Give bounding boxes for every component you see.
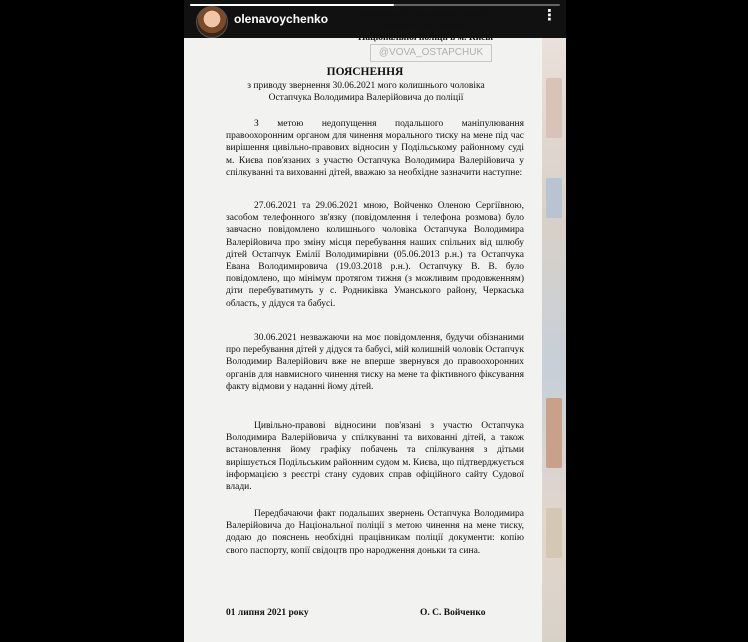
story-username[interactable]: olenavoychenko <box>234 12 329 26</box>
more-options-icon[interactable]: ⋮ <box>542 6 557 24</box>
document-subtitle <box>206 80 526 104</box>
header-line: Подільське управління поліції <box>358 9 490 19</box>
document-date: 01 липня 2021 року <box>226 608 309 618</box>
paragraph: Передбачаючи факт подальших звернень Остапчука Володимира Валерійовича до Національної поліції з метою чинення на мене тиску, додаю до пояснень необхідні працівникам поліції документи: копію свого паспорту, копії свідоцтв про народження доньки та сина. <box>226 509 524 556</box>
document-signature: О. С. Войченко <box>420 608 486 618</box>
document-header <box>358 8 508 44</box>
document-title: ПОЯСНЕННЯ <box>326 66 404 78</box>
paragraph: Цивільно-правові відносини пов'язані з участю Остапчука Володимира Валерійовича у спілкуванні та вихованні дітей, а також встановлення йому графіку побачень та спілкування з дітьми вирішується Подільським районним судом м. Києва, що підтверджується інформацією з реєстрі стану судових справ офіційного сайту Судової влади. <box>226 421 524 493</box>
avatar[interactable] <box>196 6 228 38</box>
watermark: @VOVA_OSTAPCHUK <box>370 44 492 62</box>
story-progress-bar <box>190 4 560 6</box>
story-progress-fill <box>190 4 394 6</box>
background-photo-strip <box>542 38 566 642</box>
paragraph: 30.06.2021 незважаючи на моє повідомлення, будучи обізнаними про перебування дітей у дідуся та бабусі, мій колишній чоловік Остапчук Володимир Валерійович вже не вперше звернувся до правоохоронних органів для навмисного чинення тиску на мене та фіктивного фіксування факту відмови у наданні йому дітей. <box>226 333 524 392</box>
paragraph: 27.06.2021 та 29.06.2021 мною, Войченко Оленою Сергіївною, засобом телефонного зв'язку (повідомлення і телефона розмова) було завчасно повідомлено колишнього чоловіка Остапчука Володимира Валерійовича про зміну місця перебування наших спільних від шлюбу дітей Остапчук Емілії Володимирівни (05.06.2013 р.н.) та Остапчука Евана Володимировича (19.03.2018 р.н.). Остапчуку В. В. було повідомлено, що мінімум протягом тижня (з можливим продовженням) діти перебуватимуть у с. Родниківка Уманського району, Черкаська область, у дідуся та бабусі. <box>226 201 524 309</box>
subtitle-line: з приводу звернення 30.06.2021 мого колишнього чоловіка <box>247 81 485 91</box>
paragraph: З метою недопущення подальшого маніпулювання правоохоронним органом для чинення морального тиску на мене під час вирішення цивільно-правових відносин у Подільському районному суді м. Києва пов'язаних з участю Остапчука Володимира Валерійовича у спілкуванні та вихованні дітей, вважаю за необхідне зазначити наступне: <box>226 119 524 178</box>
header-line: Національної поліції в м. Києві <box>358 33 494 43</box>
header-line: Головного управління <box>372 21 468 31</box>
subtitle-line: Остапчука Володимира Валерійовича до поліції <box>268 93 464 103</box>
